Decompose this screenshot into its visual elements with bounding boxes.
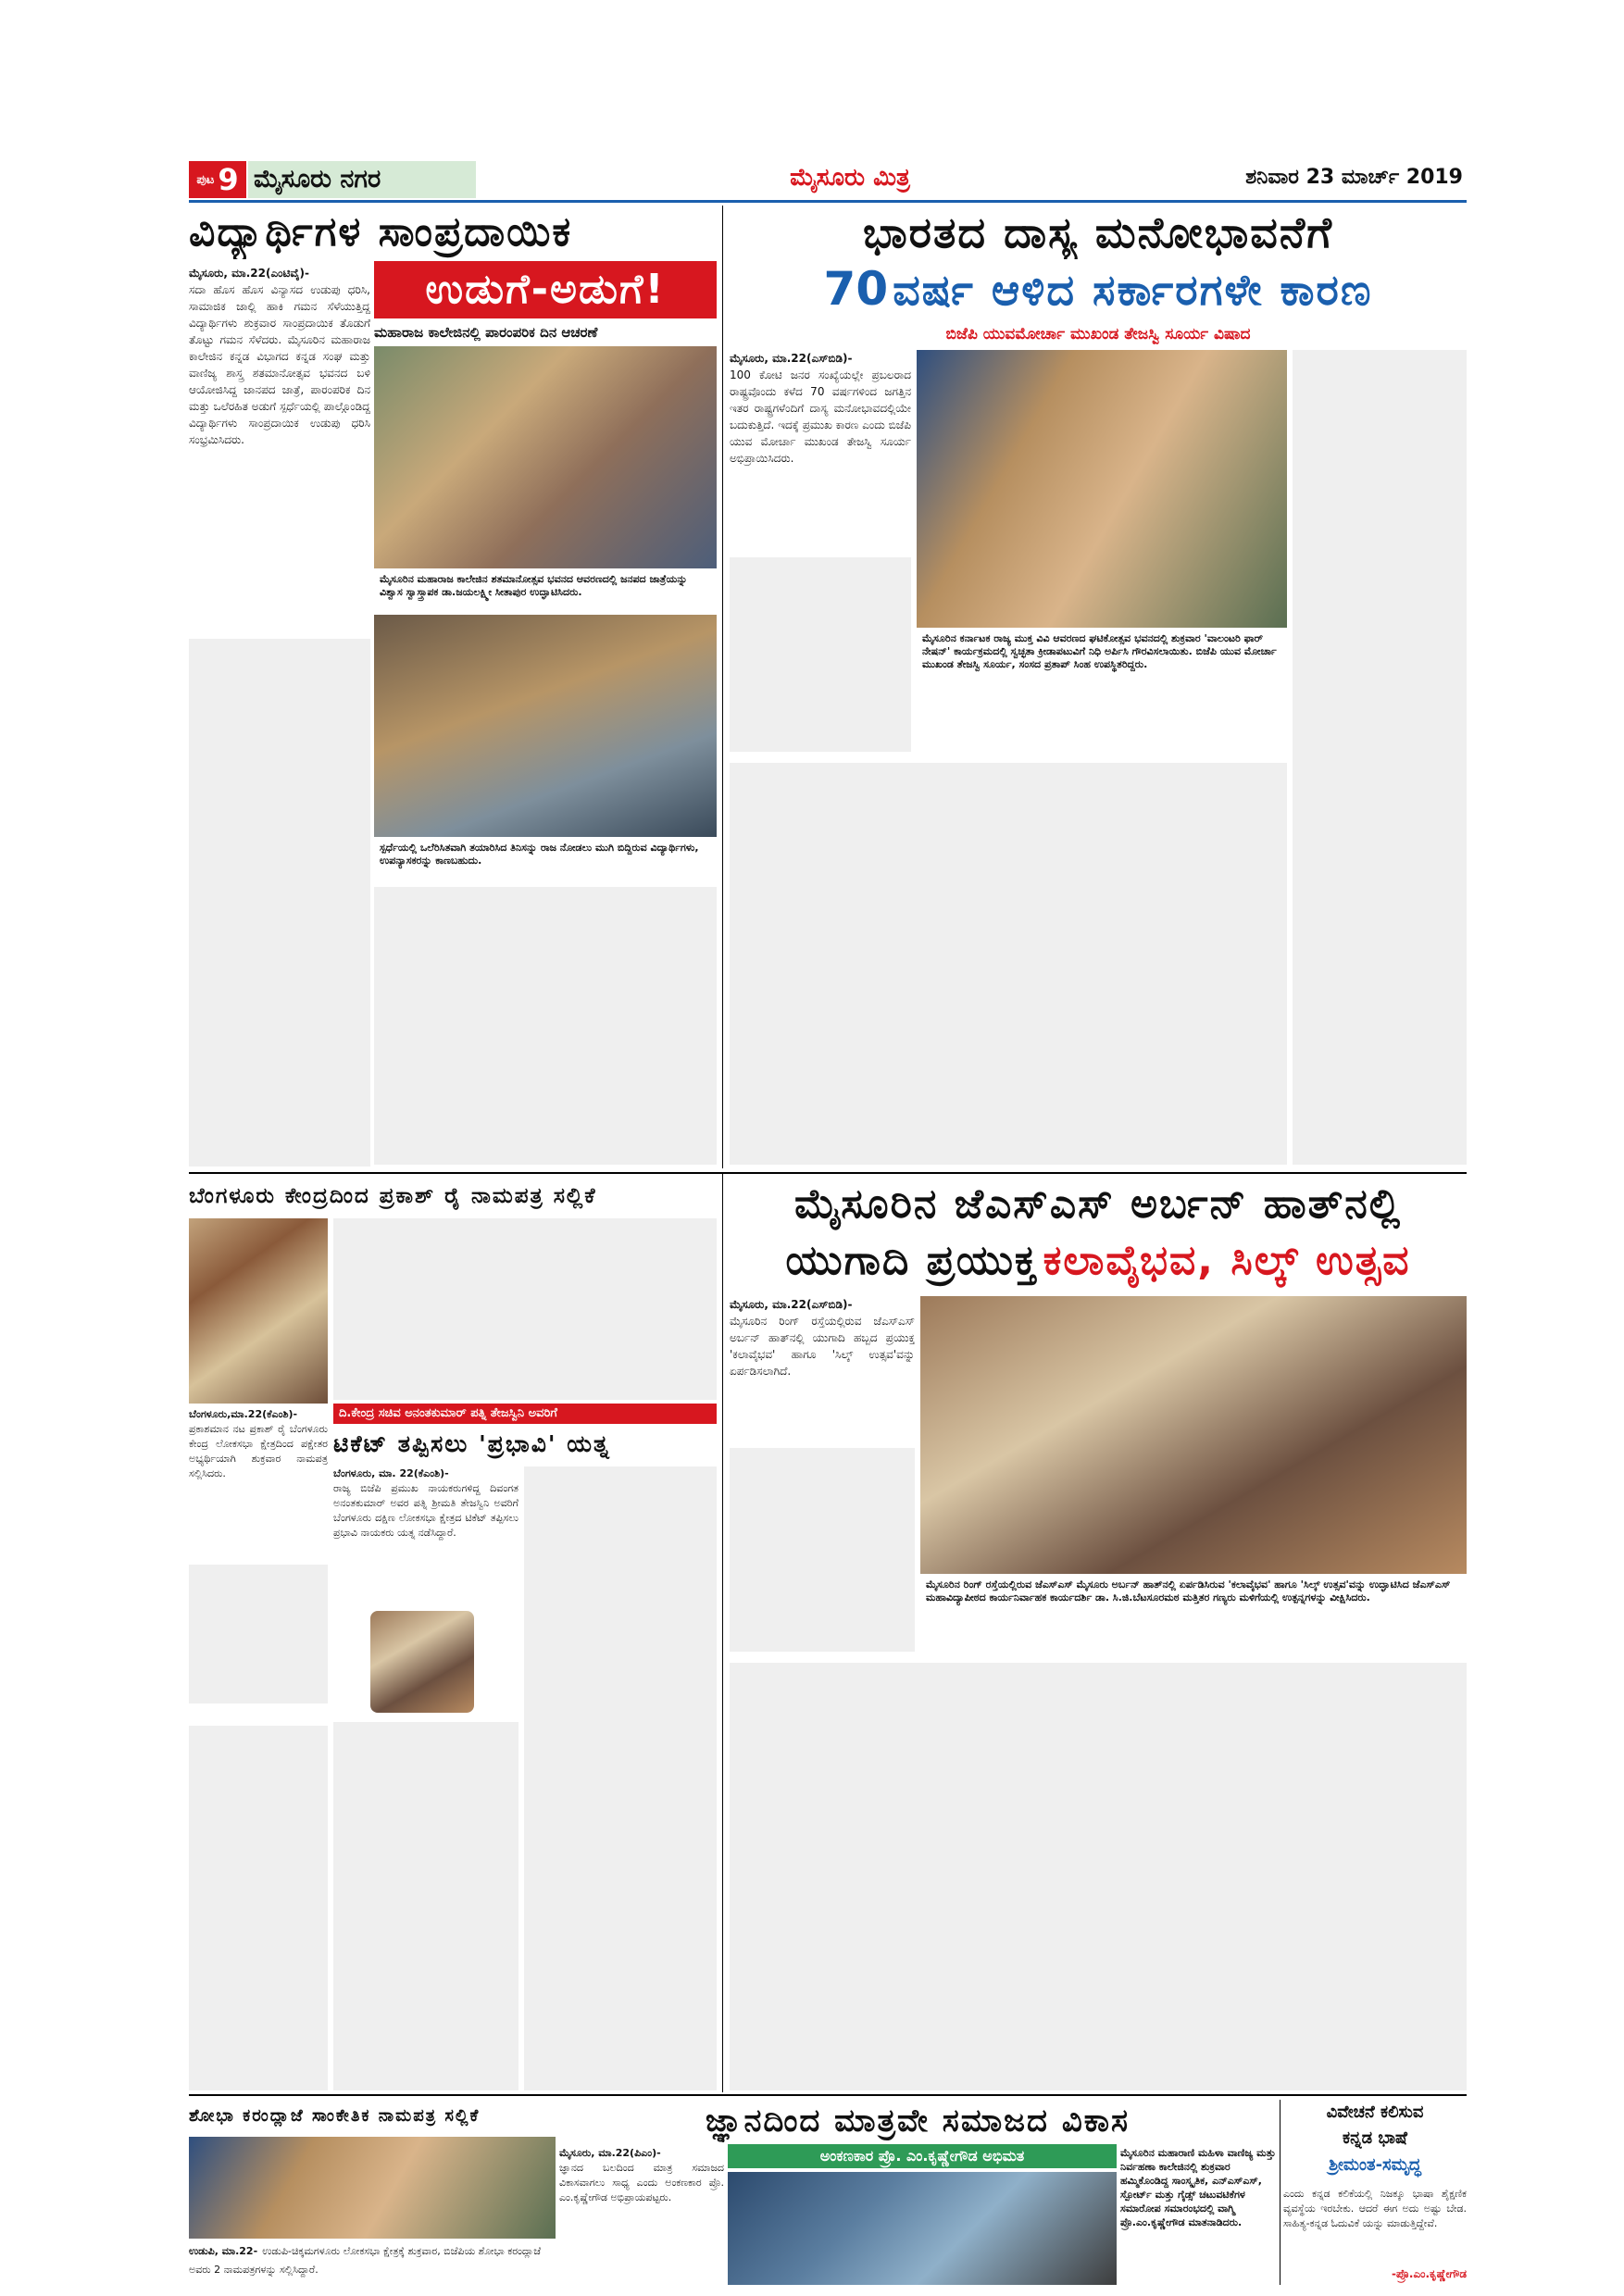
story3-photo	[189, 1218, 328, 1404]
story6-body-column	[189, 2240, 556, 2277]
story2-body-text-block	[730, 557, 911, 752]
story1-photo-2	[374, 615, 717, 837]
story3-body-bottom	[189, 1726, 328, 2090]
story10-headline-line3: ಶ್ರೀಮಂತ-ಸಮೃದ್ಧ	[1329, 2155, 1421, 2175]
story2-body-bottom	[730, 763, 1287, 1165]
story9-photo	[728, 2172, 1117, 2285]
story5-headline-line2	[730, 1233, 1467, 1289]
story4-body: ರಾಜ್ಯ ಬಿಜೆಪಿ ಪ್ರಮುಖ ನಾಯಕರುಗಳಿದ್ದ ದಿವಂಗತ ಅನಂತಕುಮಾರ್ ಅವರ ಪತ್ನಿ ಶ್ರೀಮತಿ ತೇಜಸ್ವಿನಿ ಅವರಿಗೆ ಬೆಂಗಳೂರು ದಕ್ಷಿಣ ಲೋಕಸಭಾ ಕ್ಷೇತ್ರದ ಟಿಕೆಟ್ ತಪ್ಪಿಸಲು ಪ್ರಭಾವಿ ನಾಯಕರು ಯತ್ನ ನಡೆಸಿದ್ದಾರೆ.	[333, 1482, 518, 1539]
story6-dateline: ಉಡುಪಿ, ಮಾ.22-	[189, 2245, 258, 2257]
story4-body-bottom	[333, 1722, 518, 2090]
story2-photo	[917, 350, 1287, 628]
story2-headline-text: ವರ್ಷ ಆಳಿದ ಸರ್ಕಾರಗಳೇ ಕಾರಣ	[893, 265, 1373, 315]
story1-dateline: ಮೈಸೂರು, ಮಾ.22(ಎಂಟಿವೈ)-	[189, 267, 309, 280]
story3-body-right	[333, 1218, 717, 1400]
page-number-badge	[189, 161, 246, 198]
story4-photo	[370, 1611, 474, 1713]
story1-photo-2-caption: ಸ್ಪರ್ಧೆಯಲ್ಲಿ ಒಲೆರಿಸಿತವಾಗಿ ತಯಾರಿಸಿದ ತಿನಿಸನ್ನು ರಾಜ ನೋಡಲು ಮುಗಿ ಬಿದ್ದಿರುವ ವಿದ್ಯಾರ್ಥಿಗಳು, ಉಪನ್ಯಾಸಕರನ್ನು ಕಾಣಬಹುದು.	[374, 839, 717, 880]
story2-headline-line2	[730, 259, 1467, 318]
story1-headline-badge: ಉಡುಗೆ-ಅಡುಗೆ!	[374, 261, 717, 318]
story3-body-text-block	[189, 1565, 328, 1703]
story3-body-column	[189, 1407, 328, 1722]
story1-body: ಸದಾ ಹೊಸ ಹೊಸ ವಿನ್ಯಾಸದ ಉಡುಪು ಧರಿಸಿ, ಸಾಮಾಜಿಕ ಜಾಲ್ಲಿ ಹಾಕಿ ಗಮನ ಸೆಳೆಯುತ್ತಿದ್ದ ವಿದ್ಯಾರ್ಥಿಗಳು ಶುಕ್ರವಾರ ಸಾಂಪ್ರದಾಯಿಕ ತೊಡುಗೆ ತೊಟ್ಟು ಗಮನ ಸೆಳೆದರು. ಮೈಸೂರಿನ ಮಹಾರಾಜ ಕಾಲೇಜಿನ ಕನ್ನಡ ವಿಭಾಗದ ಕನ್ನಡ ಸಂಘ ಮತ್ತು ವಾಣಿಜ್ಯ ಶಾಸ್ತ್ರ ಶತಮಾನೋತ್ಸವ ಭವನದ ಬಳಿ ಆಯೋಜಿಸಿದ್ದ ಜಾನಪದ ಜಾತ್ರೆ, ಪಾರಂಪರಿಕ ದಿನ ಮತ್ತು ಒಲೆರಹಿತ ಅಡುಗೆ ಸ್ಪರ್ಧೆಯಲ್ಲಿ ಪಾಲ್ಗೊಂಡಿದ್ದ ವಿದ್ಯಾರ್ಥಿಗಳು ಸಾಂಪ್ರದಾಯಿಕ ಉಡುಪು ಧರಿಸಿ ಸಂಭ್ರಮಿಸಿದರು.	[189, 283, 370, 446]
story1-headline: ವಿದ್ಯಾರ್ಥಿಗಳ ಸಾಂಪ್ರದಾಯಿಕ	[189, 208, 573, 256]
story9-body-column	[559, 2146, 724, 2285]
section-rule	[189, 1172, 1467, 1174]
story1-photo-1-caption: ಮೈಸೂರಿನ ಮಹಾರಾಜ ಕಾಲೇಜಿನ ಶತಮಾನೋತ್ಸವ ಭವನದ ಆವರಣದಲ್ಲಿ ಜನಪದ ಜಾತ್ರೆಯನ್ನು ವಿಶ್ವಾಸ ಸ್ವಾಸ್ತ್ರಾಪಕ ಡಾ.ಜಯಲಕ್ಷ್ಮೀ ಸೀತಾಪುರ ಉದ್ಘಾಟಿಸಿದರು.	[374, 570, 717, 611]
page-number: 9	[218, 162, 239, 197]
masthead: ಮೈಸೂರು ಮಿತ್ರ	[790, 164, 910, 192]
story6-headline: ಶೋಭಾ ಕರಂದ್ಲಾಜೆ ಸಾಂಕೇತಿಕ ನಾಮಪತ್ರ ಸಲ್ಲಿಕೆ	[189, 2106, 481, 2126]
story4-kicker: ದಿ.ಕೇಂದ್ರ ಸಚಿವ ಅನಂತಕುಮಾರ್ ಪತ್ನಿ ತೇಜಸ್ವಿನಿ ಅವರಿಗೆ	[333, 1404, 717, 1424]
section-title: ಮೈಸೂರು ನಗರ	[248, 161, 476, 198]
story6-body: ಉಡುಪಿ-ಚಿಕ್ಕಮಗಳೂರು ಲೋಕಸಭಾ ಕ್ಷೇತ್ರಕ್ಕೆ ಶುಕ್ರವಾರ, ಬಿಜೆಪಿಯ ಶೋಭಾ ಕರಂದ್ಲಾಜೆ ಅವರು 2 ನಾಮಪತ್ರಗಳನ್ನು ಸಲ್ಲಿಸಿದ್ದಾರೆ.	[189, 2245, 542, 2276]
story5-body-column	[730, 1296, 915, 1657]
column-divider-2	[722, 1172, 723, 2092]
story10-header	[1283, 2100, 1467, 2185]
story4-dateline: ಬೆಂಗಳೂರು, ಮಾ. 22(ಕೆಎಂಶಿ)-	[333, 1467, 449, 1479]
story5-photo-caption: ಮೈಸೂರಿನ ರಿಂಗ್ ರಸ್ತೆಯಲ್ಲಿರುವ ಜೆಎಸ್‌ಎಸ್ ಮೈಸೂರು ಅರ್ಬನ್ ಹಾತ್‌ನಲ್ಲಿ ಏರ್ಪಡಿಸಿರುವ 'ಕಲಾವೈಭವ' ಹಾಗೂ 'ಸಿಲ್ಕ್ ಉತ್ಸವ'ವನ್ನು ಉದ್ಘಾಟಿಸಿದ ಜೆಎಸ್‌ಎಸ್ ಮಹಾವಿದ್ಯಾಪೀಠದ ಕಾರ್ಯನಿರ್ವಾಹಕ ಕಾರ್ಯದರ್ಶಿ ಡಾ. ಸಿ.ಜಿ.ಬೆಟಸೂರಮಠ ಮತ್ತಿತರ ಗಣ್ಯರು ಮಳಿಗೆಯಲ್ಲಿ ಉತ್ಪನ್ನಗಳನ್ನು ವೀಕ್ಷಿಸಿದರು.	[920, 1576, 1467, 1633]
story5-dateline: ಮೈಸೂರು, ಮಾ.22(ಎಸ್‌ಬಿಡಿ)-	[730, 1298, 853, 1311]
story9-headline: ಜ್ಞಾನದಿಂದ ಮಾತ್ರವೇ ಸಮಾಜದ ವಿಕಾಸ	[705, 2103, 1131, 2140]
story9-photo-caption: ಮೈಸೂರಿನ ಮಹಾರಾಣಿ ಮಹಿಳಾ ವಾಣಿಜ್ಯ ಮತ್ತು ನಿರ್ವಹಣಾ ಕಾಲೇಜಿನಲ್ಲಿ ಶುಕ್ರವಾರ ಹಮ್ಮಿಕೊಂಡಿದ್ದ ಸಾಂಸ್ಕೃತಿಕ, ಎನ್‌ಎಸ್‌ಎಸ್, ಸ್ಪೋರ್ಟ್ ಮತ್ತು ಗೈಡ್ಸ್ ಚಟುವಟಿಕೆಗಳ ಸಮಾರೋಪ ಸಮಾರಂಭದಲ್ಲಿ ವಾಗ್ಮಿ ಪ್ರೊ.ಎಂ.ಕೃಷ್ಣೇಗೌಡ ಮಾತನಾಡಿದರು.	[1120, 2147, 1276, 2228]
story9-dateline: ಮೈಸೂರು, ಮಾ.22(ಪಿಎಂ)-	[559, 2147, 661, 2159]
page-label: ಪುಟ	[196, 172, 215, 187]
story9-body: ಜ್ಞಾನದ ಬಲದಿಂದ ಮಾತ್ರ ಸಮಾಜದ ವಿಕಾಸವಾಗಲು ಸಾಧ್ಯ ಎಂದು ಅಂಕಣಕಾರ ಪ್ರೊ. ಎಂ.ಕೃಷ್ಣೇಗೌಡ ಅಭಿಪ್ರಾಯಪಟ್ಟರು.	[559, 2162, 724, 2203]
story2-headline-number: 70	[823, 262, 889, 316]
story5-photo	[920, 1296, 1467, 1574]
story10-headline-line2: ಕನ್ನಡ ಭಾಷೆ	[1343, 2128, 1407, 2148]
story1-body-text-block	[189, 639, 370, 1167]
story5-body-bottom	[730, 1663, 1467, 2090]
story5-body: ಮೈಸೂರಿನ ರಿಂಗ್ ರಸ್ತೆಯಲ್ಲಿರುವ ಜೆಎಸ್‌ಎಸ್ ಅರ್ಬನ್ ಹಾತ್‌ನಲ್ಲಿ ಯುಗಾದಿ ಹಬ್ಬದ ಪ್ರಯುಕ್ತ 'ಕಲಾವೈಭವ' ಹಾಗೂ 'ಸಿಲ್ಕ್ ಉತ್ಸವ'ವನ್ನು ಏರ್ಪಡಿಸಲಾಗಿದೆ.	[730, 1315, 915, 1378]
story10-body: ಎಂದು ಕನ್ನಡ ಕಲಿಕೆಯಲ್ಲಿ ನಿಜಕ್ಕೂ ಭಾಷಾ ಶೈಕ್ಷಣಿಕ ವ್ಯವಸ್ಥೆಯ ಇರಬೇಕು. ಆದರೆ ಈಗ ಅದು ಅಷ್ಟು ಬೇಡ. ಸಾಹಿತ್ಯ-ಕನ್ನಡ ಓದುವಿಕೆ ಯನ್ನು ಮಾಡುತ್ತಿದ್ದೇವೆ.	[1283, 2188, 1467, 2229]
story1-body-continued	[374, 887, 717, 1165]
section-rule-2	[189, 2094, 1467, 2096]
story6-photo	[189, 2137, 556, 2239]
story1-photo-1	[374, 346, 717, 568]
story2-headline-line1: ಭಾರತದ ದಾಸ್ಯ ಮನೋಭಾವನೆಗೆ	[863, 207, 1333, 257]
story4-body-right	[524, 1466, 717, 2090]
page-header	[189, 157, 1467, 200]
header-rule	[189, 200, 1467, 203]
story4-headline: ಟಿಕೆಟ್ ತಪ್ಪಿಸಲು 'ಪ್ರಭಾವಿ' ಯತ್ನ	[333, 1430, 611, 1457]
story3-dateline: ಬೆಂಗಳೂರು,ಮಾ.22(ಕೆಎಂಶಿ)-	[189, 1408, 298, 1420]
story2-subhead: ಬಿಜೆಪಿ ಯುವಮೋರ್ಚಾ ಮುಖಂಡ ತೇಜಸ್ವಿ ಸೂರ್ಯ ವಿಷಾದ	[945, 325, 1251, 343]
story2-photo-caption: ಮೈಸೂರಿನ ಕರ್ನಾಟಕ ರಾಜ್ಯ ಮುಕ್ತ ವಿವಿ ಆವರಣದ ಘಟಿಕೋತ್ಸವ ಭವನದಲ್ಲಿ ಶುಕ್ರವಾರ 'ವಾಲಂಟರಿ ಫಾರ್ ನೇಷನ್' ಕಾರ್ಯಕ್ರಮದಲ್ಲಿ ಸ್ವಚ್ಛತಾ ಕ್ರೀಡಾಪಟುವಿಗೆ ನಿಧಿ ಅರ್ಪಿಸಿ ಗೌರವಿಸಲಾಯಿತು. ಬಿಜೆಪಿ ಯುವ ಮೋರ್ಚಾ ಮುಖಂಡ ತೇಜಸ್ವಿ ಸೂರ್ಯ, ಸಂಸದ ಪ್ರತಾಪ್ ಸಿಂಹ ಉಪಸ್ಥಿತರಿದ್ದರು.	[917, 630, 1287, 698]
story10-headline-line1: ವಿವೇಚನೆ ಕಲಿಸುವ	[1326, 2103, 1424, 2122]
story1-body-column	[189, 265, 370, 1172]
issue-date: ಶನಿವಾರ 23 ಮಾರ್ಚ್ 2019	[1245, 166, 1463, 189]
story9-subhead: ಅಂಕಣಕಾರ ಪ್ರೊ. ಎಂ.ಕೃಷ್ಣೇಗೌಡ ಅಭಿಮತ	[728, 2144, 1117, 2168]
story2-body-right	[1293, 350, 1467, 1165]
story3-headline: ಬೆಂಗಳೂರು ಕೇಂದ್ರದಿಂದ ಪ್ರಕಾಶ್ ರೈ ನಾಮಪತ್ರ ಸಲ್ಲಿಕೆ	[189, 1184, 597, 1208]
story10-byline: -ಪ್ರೊ.ಎಂ.ಕೃಷ್ಣೇಗೌಡ	[1391, 2267, 1467, 2280]
story5-headline-part-a: ಯುಗಾದಿ ಪ್ರಯುಕ್ತ	[785, 1237, 1039, 1284]
story5-headline-line1: ಮೈಸೂರಿನ ಜೆಎಸ್‌ಎಸ್ ಅರ್ಬನ್ ಹಾತ್‌ನಲ್ಲಿ	[794, 1180, 1402, 1228]
story3-body: ಪ್ರಕಾಶಮಾನ ನಟ ಪ್ರಕಾಶ್ ರೈ ಬೆಂಗಳೂರು ಕೇಂದ್ರ ಲೋಕಸಭಾ ಕ್ಷೇತ್ರದಿಂದ ಪಕ್ಷೇತರ ಅಭ್ಯರ್ಥಿಯಾಗಿ ಶುಕ್ರವಾರ ನಾಮಪತ್ರ ಸಲ್ಲಿಸಿದರು.	[189, 1423, 328, 1479]
story4-body-column	[333, 1466, 518, 1605]
column-divider	[722, 206, 723, 1168]
story5-body-text-block	[730, 1448, 915, 1652]
story2-body: 100 ಕೋಟಿ ಜನರ ಸಂಖ್ಯೆಯಲ್ಲೇ ಪ್ರಬಲರಾದ ರಾಷ್ಟ್ರವೊಂದು ಕಳೆದ 70 ವರ್ಷಗಳಿಂದ ಜಗತ್ತಿನ ಇತರ ರಾಷ್ಟ್ರಗಳೆಂದಿಗೆ ದಾಸ್ಯ ಮನೋಭಾವದಲ್ಲಿಯೇ ಬದುಕುತ್ತಿದೆ. ಇದಕ್ಕೆ ಪ್ರಮುಖ ಕಾರಣ ಎಂದು ಬಿಜೆಪಿ ಯುವ ಮೋರ್ಚಾ ಮುಖಂಡ ತೇಜಸ್ವಿ ಸೂರ್ಯ ಅಭಿಪ್ರಾಯಿಸಿದರು.	[730, 368, 911, 465]
story5-headline-part-b: ಕಲಾವೈಭವ, ಸಿಲ್ಕ್ ಉತ್ಸವ	[1043, 1237, 1411, 1284]
story2-body-column	[730, 350, 911, 757]
story2-dateline: ಮೈಸೂರು, ಮಾ.22(ಎಸ್‌ಬಿಡಿ)-	[730, 352, 853, 365]
story1-subhead: ಮಹಾರಾಜ ಕಾಲೇಜಿನಲ್ಲಿ ಪಾರಂಪರಿಕ ದಿನ ಆಚರಣೆ	[374, 324, 598, 341]
